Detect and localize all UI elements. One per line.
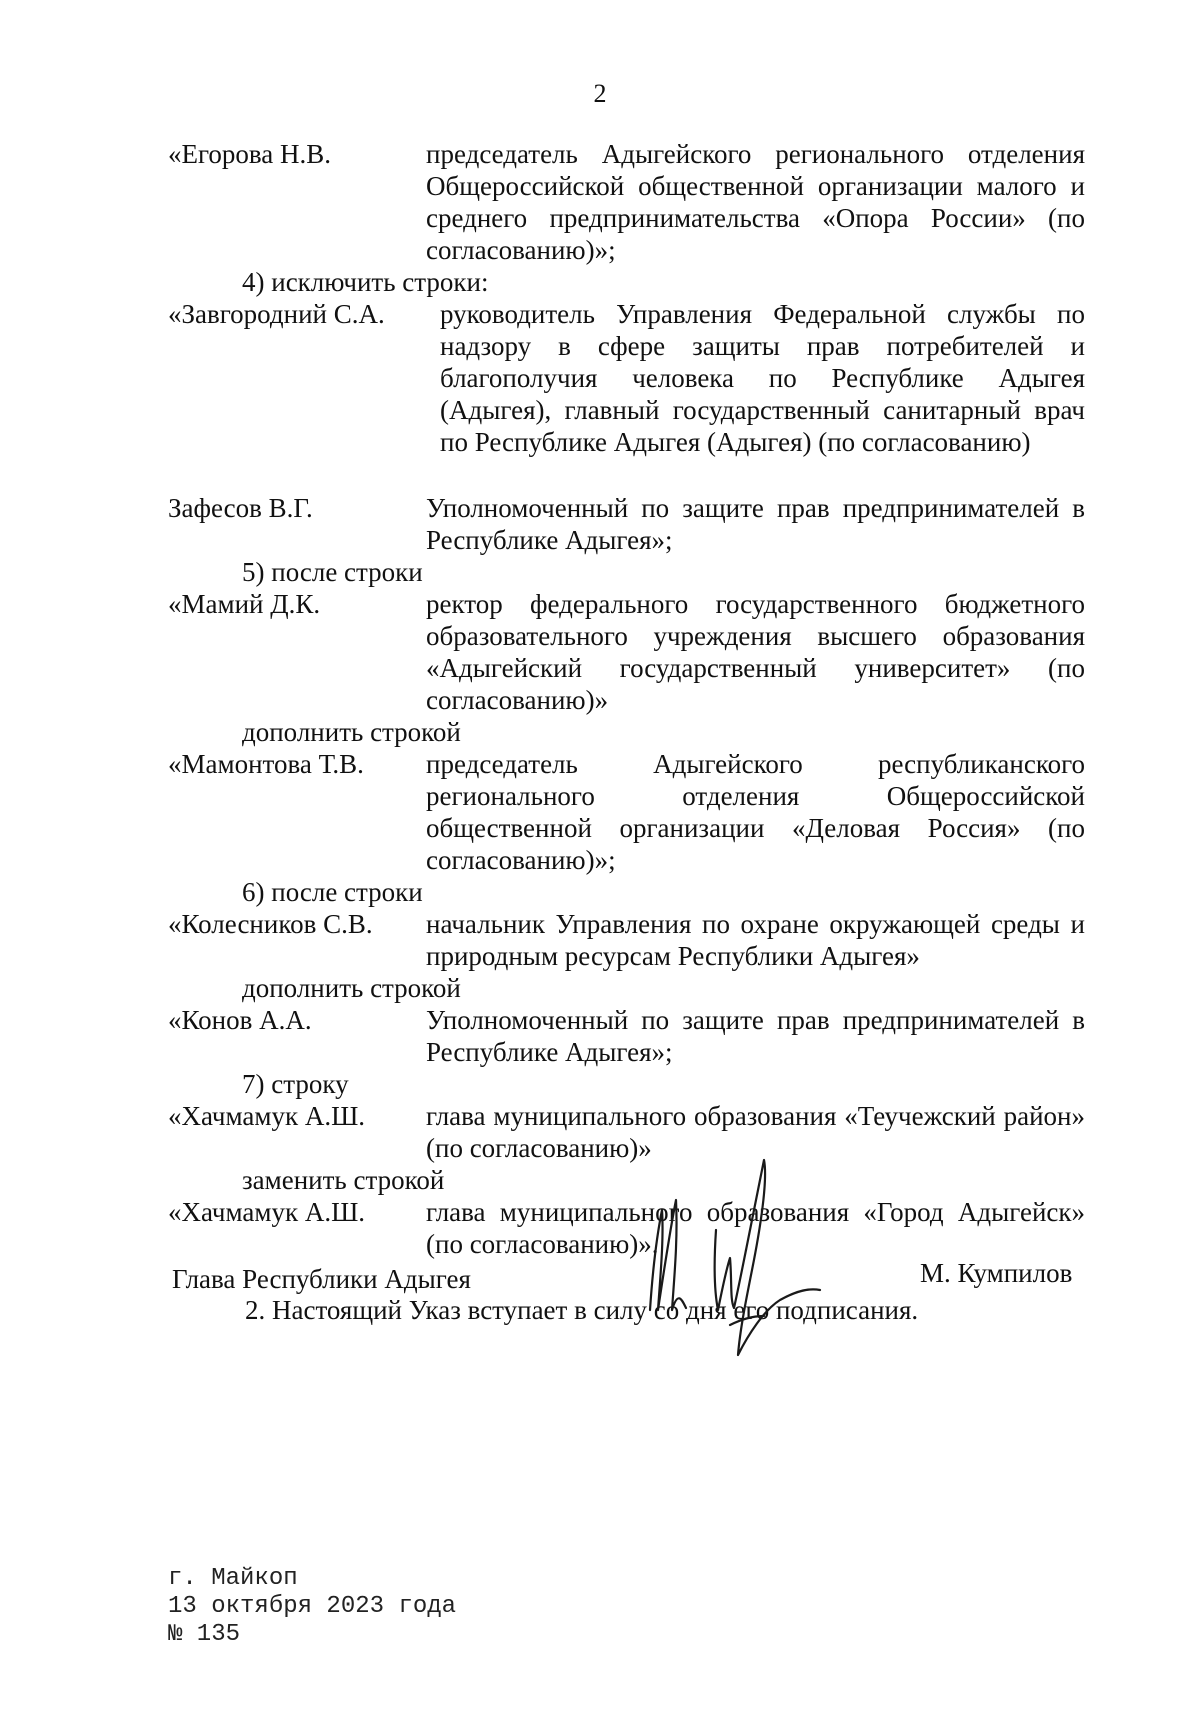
entry-name: Зафесов В.Г. xyxy=(168,493,313,523)
entry-description: глава муниципального образования «Теучежский район» (по согласованию)» xyxy=(426,1101,1085,1163)
instruction-5b: дополнить строкой xyxy=(242,717,461,747)
entry-description: председатель Адыгейского регионального отделения Общероссийской общественной организации малого и среднего предпринимательства «Опора России» (по согласованию)»; xyxy=(426,139,1085,265)
handwritten-signature xyxy=(630,1140,870,1380)
entry-kolesnikov xyxy=(168,908,1085,972)
signatory-title: Глава Республики Адыгея xyxy=(172,1264,471,1294)
entry-name: «Колесников С.В. xyxy=(168,909,373,939)
instruction-7b: заменить строкой xyxy=(242,1165,445,1195)
clause-2: 2. Настоящий Указ вступает в силу со дня его подписания. xyxy=(245,1295,919,1325)
entry-description: председатель Адыгейского республиканского регионального отделения Общероссийской общественной организации «Деловая Россия» (по согласованию)»; xyxy=(426,749,1085,875)
instruction-6b: дополнить строкой xyxy=(242,973,461,1003)
entry-name: «Хачмамук А.Ш. xyxy=(168,1101,366,1131)
entry-description: глава муниципального образования «Город Адыгейск» (по согласованию)». xyxy=(426,1197,1085,1259)
entry-mamiy xyxy=(168,588,1085,716)
entry-egorova xyxy=(168,138,1085,266)
entry-description: начальник Управления по охране окружающей среды и природным ресурсам Республики Адыгея» xyxy=(426,909,1085,971)
entry-mamontova xyxy=(168,748,1085,876)
instruction-7: 7) строку xyxy=(242,1069,349,1099)
document-footer xyxy=(168,1565,456,1649)
instruction-4: 4) исключить строки: xyxy=(242,267,489,297)
instruction-6: 6) после строки xyxy=(242,877,423,907)
entry-zafesov xyxy=(168,492,1085,556)
entry-description: Уполномоченный по защите прав предпринимателей в Республике Адыгея»; xyxy=(426,493,1085,555)
entry-name: «Мамонтова Т.В. xyxy=(168,749,364,779)
signatory-name: М. Кумпилов xyxy=(920,1258,1073,1288)
entry-name: «Конов А.А. xyxy=(168,1005,312,1035)
entry-description: руководитель Управления Федеральной службы по надзору в сфере защиты прав потребителей и благополучия человека по Республике Адыгея (Адыгея), главный государственный санитарный врач по Республике Адыгея (Адыгея) (по согласованию) xyxy=(440,299,1085,457)
entry-name: «Мамий Д.К. xyxy=(168,589,321,619)
entry-description: ректор федерального государственного бюджетного образовательного учреждения высшего образования «Адыгейский государственный университет» (по согласованию)» xyxy=(426,589,1085,715)
footer-number: № 135 xyxy=(168,1621,241,1648)
signature-block xyxy=(0,1140,1200,1380)
entry-zavgorodny xyxy=(168,298,1085,458)
page-number: 2 xyxy=(593,79,607,108)
entry-name: «Егорова Н.В. xyxy=(168,139,332,169)
entry-description: Уполномоченный по защите прав предпринимателей в Республике Адыгея»; xyxy=(426,1005,1085,1067)
entry-konov xyxy=(168,1004,1085,1068)
footer-city: г. Майкоп xyxy=(168,1565,298,1592)
instruction-5: 5) после строки xyxy=(242,557,423,587)
footer-date: 13 октября 2023 года xyxy=(168,1593,457,1620)
entry-name: «Завгородний С.А. xyxy=(168,299,385,329)
entry-name: «Хачмамук А.Ш. xyxy=(168,1197,366,1227)
